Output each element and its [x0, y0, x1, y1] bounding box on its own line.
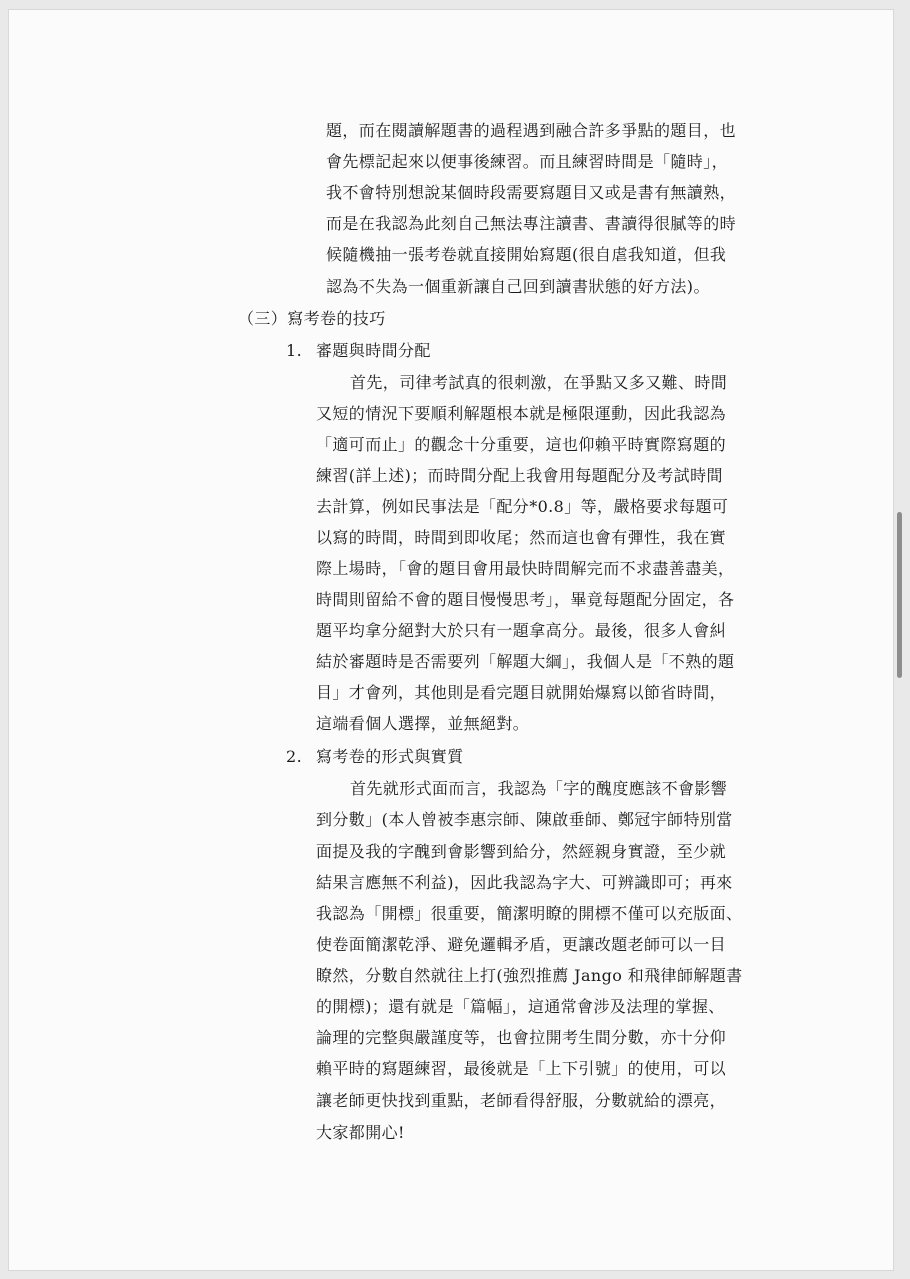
item-1-line: 結於審題時是否需要列「解題大綱」，我個人是「不熟的題 [316, 652, 735, 671]
item-1-line: 「適可而止」的觀念十分重要，這也仰賴平時實際寫題的 [316, 435, 727, 454]
item-2-line: 結果言應無不利益)，因此我認為字大、可辨識即可；再來 [316, 873, 733, 892]
item-2-line: 的開標)；還有就是「篇幅」，這通常會涉及法理的掌握、 [316, 997, 725, 1016]
paragraph-line: 候隨機抽一張考卷就直接開始寫題(很自虐我知道，但我 [326, 245, 727, 264]
item-2-line: 大家都開心! [316, 1123, 405, 1142]
item-1-line: 題平均拿分絕對大於只有一題拿高分。最後，很多人會糾 [316, 621, 727, 640]
item-2-line: 讓老師更快找到重點，老師看得舒服，分數就給的漂亮， [316, 1091, 727, 1110]
paragraph-line: 認為不失為一個重新讓自己回到讀書狀態的好方法)。 [326, 277, 710, 296]
item-2-line: 使卷面簡潔乾淨、避免邏輯矛盾，更讓改題老師可以一目 [316, 935, 727, 954]
item-number: 2. [286, 747, 303, 766]
paragraph-line: 會先標記起來以便事後練習。而且練習時間是「隨時」， [326, 152, 729, 171]
item-number: 1. [286, 341, 303, 360]
vertical-scrollbar[interactable] [897, 512, 902, 678]
item-1-line: 這端看個人選擇，並無絕對。 [316, 714, 530, 733]
item-2-line: 賴平時的寫題練習，最後就是「上下引號」的使用，可以 [316, 1059, 727, 1078]
item-2-line: 到分數」(本人曾被李惠宗師、陳啟垂師、鄭冠宇師特別當 [316, 810, 733, 829]
paragraph-line: 而是在我認為此刻自己無法專注讀書、書讀得很膩等的時 [326, 214, 737, 233]
item-2-line: 首先就形式面而言，我認為「字的醜度應該不會影響 [350, 779, 728, 798]
item-1-line: 又短的情況下要順利解題根本就是極限運動，因此我認為 [316, 404, 727, 423]
item-1-line: 首先，司律考試真的很刺激，在爭點又多又難、時間 [350, 373, 728, 392]
item-1-line: 際上場時，「會的題目會用最快時間解完而不求盡善盡美， [316, 559, 735, 578]
item-2-line: 我認為「開標」很重要，簡潔明瞭的開標不僅可以充版面、 [316, 904, 743, 923]
item-1-line: 目」才會列，其他則是看完題目就開始爆寫以節省時間， [316, 683, 727, 702]
item-1-line: 時間則留給不會的題目慢慢思考」，畢竟每題配分固定，各 [316, 590, 735, 609]
item-1-line: 去計算，例如民事法是「配分*0.8」等，嚴格要求每題可 [316, 497, 729, 516]
item-1-line: 以寫的時間，時間到即收尾；然而這也會有彈性，我在實 [316, 528, 727, 547]
item-1-line: 練習(詳上述)；而時間分配上我會用每題配分及考試時間 [316, 466, 723, 485]
item-2-line: 論理的完整與嚴謹度等，也會拉開考生間分數，亦十分仰 [316, 1028, 727, 1047]
item-title: 審題與時間分配 [316, 341, 431, 360]
item-2-line: 瞭然，分數自然就往上打(強烈推薦 Jango 和飛律師解題書 [316, 966, 743, 985]
item-title: 寫考卷的形式與實質 [316, 747, 464, 766]
paragraph-line: 題，而在閱讀解題書的過程遇到融合許多爭點的題目，也 [326, 121, 737, 140]
section-heading: （三）寫考卷的技巧 [238, 309, 386, 328]
paragraph-line: 我不會特別想說某個時段需要寫題目又或是書有無讀熟， [326, 183, 737, 202]
item-2-line: 面提及我的字醜到會影響到給分，然經親身實證，至少就 [316, 842, 727, 861]
